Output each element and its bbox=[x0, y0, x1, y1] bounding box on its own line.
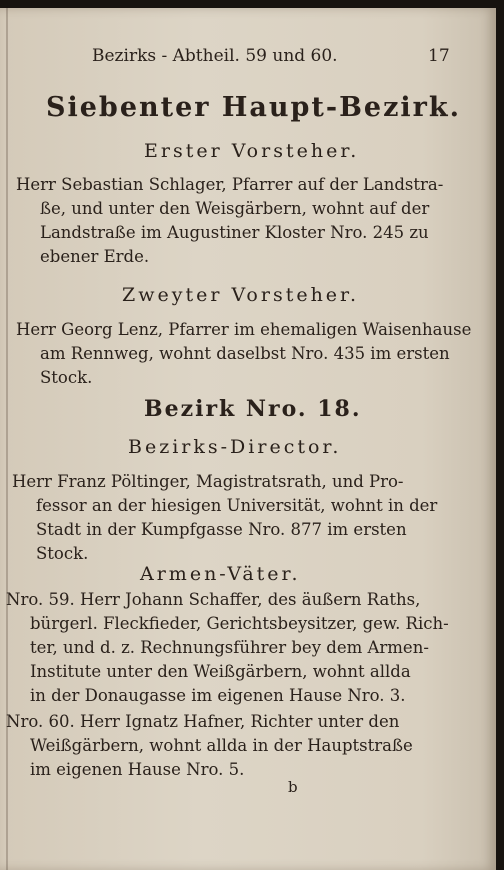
second-head-line-2: am Rennweg, wohnt daselbst Nro. 435 im ersten bbox=[40, 344, 450, 363]
entry-60-line-1: Nro. 60. Herr Ignatz Hafner, Richter unter den bbox=[6, 712, 400, 731]
entry-60-line-3: im eigenen Hause Nro. 5. bbox=[30, 760, 245, 779]
entry-59-line-5: in der Donaugasse im eigenen Hause Nro. 3. bbox=[30, 686, 406, 705]
second-head-heading: Zweyter Vorsteher. bbox=[122, 284, 360, 306]
director-heading: Bezirks-Director. bbox=[128, 436, 342, 458]
book-page bbox=[0, 8, 496, 870]
first-head-line-4: ebener Erde. bbox=[40, 247, 150, 266]
entry-59-line-3: ter, und d. z. Rechnungsführer bey dem Armen- bbox=[30, 638, 429, 657]
entry-59-line-4: Institute unter den Weißgärbern, wohnt allda bbox=[30, 662, 411, 681]
director-line-1: Herr Franz Pöltinger, Magistratsrath, und Pro- bbox=[12, 472, 404, 491]
page-gutter-shadow bbox=[6, 8, 8, 870]
entry-60-line-2: Weißgärbern, wohnt allda in der Hauptstraße bbox=[30, 736, 413, 755]
signature-mark: b bbox=[288, 778, 298, 796]
district-heading: Bezirk Nro. 18. bbox=[144, 396, 362, 422]
first-head-line-2: ße, und unter den Weisgärbern, wohnt auf der bbox=[40, 199, 430, 218]
first-head-heading: Erster Vorsteher. bbox=[144, 140, 360, 162]
running-title: Bezirks - Abtheil. 59 und 60. bbox=[92, 46, 338, 66]
director-line-2: fessor an der hiesigen Universität, wohnt in der bbox=[36, 496, 438, 515]
second-head-line-1: Herr Georg Lenz, Pfarrer im ehemaligen Waisenhause bbox=[16, 320, 472, 339]
second-head-line-3: Stock. bbox=[40, 368, 93, 387]
poor-fathers-heading: Armen-Väter. bbox=[140, 563, 301, 585]
director-line-3: Stadt in der Kumpfgasse Nro. 877 im ersten bbox=[36, 520, 407, 539]
first-head-line-1: Herr Sebastian Schlager, Pfarrer auf der Landstra- bbox=[16, 175, 444, 194]
page-number: 17 bbox=[428, 46, 450, 66]
entry-59-line-2: bürgerl. Fleckfieder, Gerichtsbeysitzer, gew. Rich- bbox=[30, 614, 449, 633]
entry-59-line-1: Nro. 59. Herr Johann Schaffer, des äußern Raths, bbox=[6, 590, 421, 609]
director-line-4: Stock. bbox=[36, 544, 89, 563]
section-title: Siebenter Haupt-Bezirk. bbox=[46, 92, 462, 123]
first-head-line-3: Landstraße im Augustiner Kloster Nro. 245 zu bbox=[40, 223, 429, 242]
